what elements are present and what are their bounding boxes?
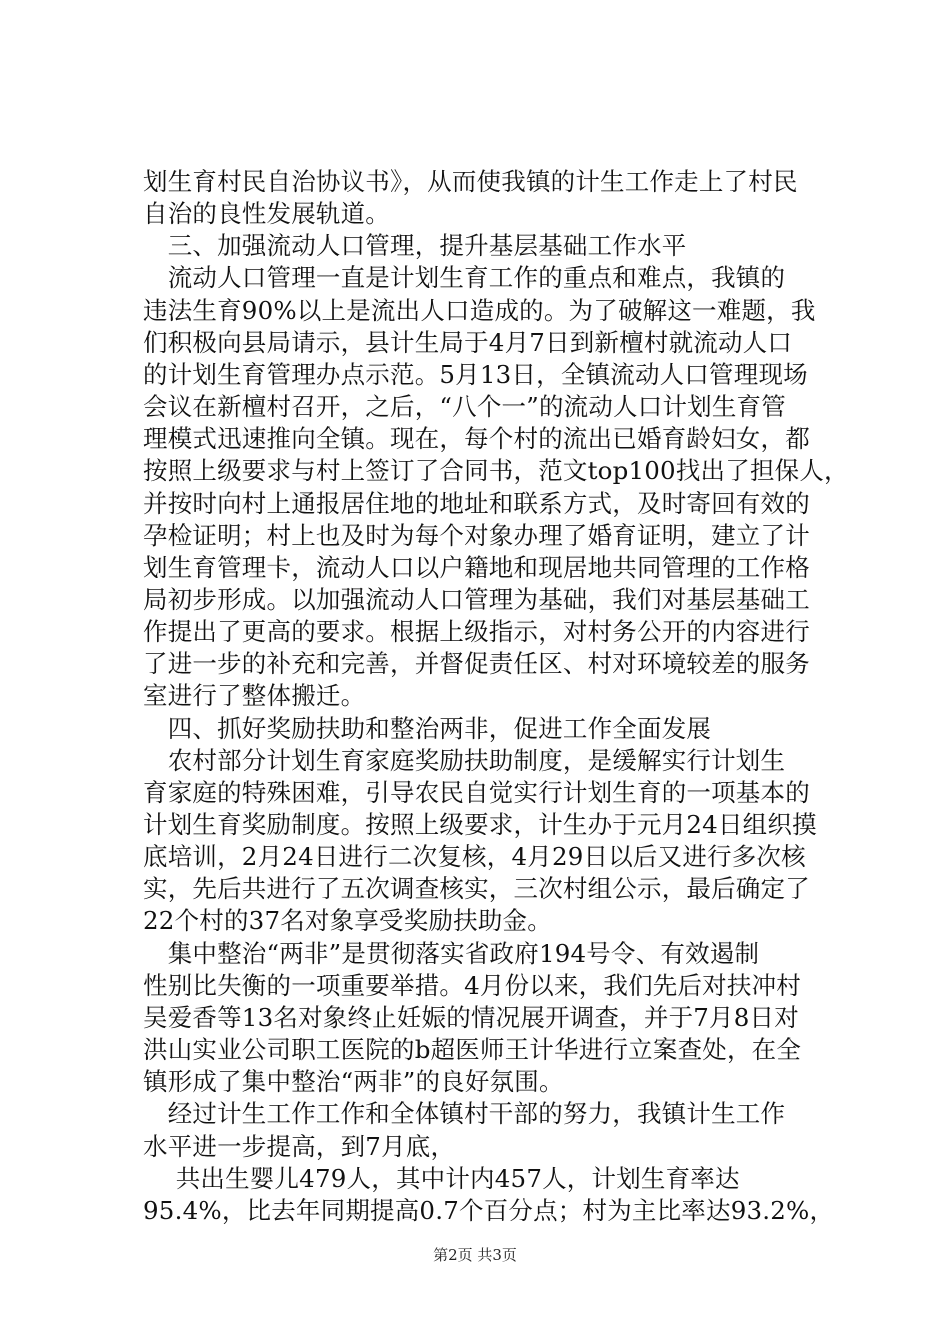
body-line: 镇形成了集中整治“两非”的良好氛围。 (143, 1067, 564, 1097)
body-line: 实，先后共进行了五次调查核实，三次村组公示，最后确定了 (143, 874, 810, 904)
body-line: 性别比失衡的一项重要举措。4月份以来，我们先后对扶冲村 (143, 970, 801, 1000)
body-line: 划生育村民自治协议书》，从而使我镇的计生工作走上了村民 (143, 167, 798, 196)
body-line: 室进行了整体搬迁。 (143, 681, 366, 711)
body-line: 95.4%，比去年同期提高0.7个百分点；村为主比率达93.2%， (143, 1195, 835, 1225)
body-line: 流动人口管理一直是计划生育工作的重点和难点，我镇的 (143, 263, 786, 293)
body-line: 底培训，2月24日进行二次复核，4月29日以后又进行多次核 (143, 842, 806, 872)
body-line: 经过计生工作工作和全体镇村干部的努力，我镇计生工作 (143, 1099, 786, 1129)
body-line: 洪山实业公司职工医院的b超医师王计华进行立案查处，在全 (143, 1035, 802, 1065)
body-line: 四、抓好奖励扶助和整治两非，促进工作全面发展 (143, 713, 712, 743)
body-line: 计划生育奖励制度。按照上级要求，计生办于元月24日组织摸 (143, 810, 817, 839)
body-line: 自治的良性发展轨道。 (143, 199, 390, 229)
body-line: 局初步形成。以加强流动人口管理为基础，我们对基层基础工 (143, 584, 810, 614)
body-line: 孕检证明；村上也及时为每个对象办理了婚育证明，建立了计 (143, 520, 810, 550)
body-line: 的计划生育管理办点示范。5月13日，全镇流动人口管理现场 (143, 359, 808, 389)
body-line: 理模式迅速推向全镇。现在，每个村的流出已婚育龄妇女，都 (143, 424, 810, 454)
body-line: 育家庭的特殊困难，引导农民自觉实行计划生育的一项基本的 (143, 777, 810, 807)
body-line: 们积极向县局请示，县计生局于4月7日到新檀村就流动人口 (143, 327, 793, 357)
body-line: 会议在新檀村召开，之后，“八个一”的流动人口计划生育管 (143, 392, 786, 422)
body-line: 农村部分计划生育家庭奖励扶助制度，是缓解实行计划生 (143, 745, 786, 775)
body-line: 了进一步的补充和完善，并督促责任区、村对环境较差的服务 (143, 649, 810, 679)
body-line: 划生育管理卡，流动人口以户籍地和现居地共同管理的工作格 (143, 552, 810, 582)
body-line: 三、加强流动人口管理，提升基层基础工作水平 (143, 231, 687, 261)
page-footer: 第2页 共3页 (433, 1246, 517, 1264)
body-line: 违法生育90%以上是流出人口造成的。为了破解这一难题，我 (143, 295, 816, 325)
body-line: 水平进一步提高，到7月底， (143, 1131, 456, 1161)
body-line: 共出生婴儿479人，其中计内457人，计划生育率达 (143, 1163, 740, 1193)
body-line: 并按时向村上通报居住地的地址和联系方式，及时寄回有效的 (143, 488, 810, 518)
body-line: 22个村的37名对象享受奖励扶助金。 (143, 906, 552, 936)
body-line: 作提出了更高的要求。根据上级指示，对村务公开的内容进行 (143, 617, 810, 647)
body-line: 集中整治“两非”是贯彻落实省政府194号令、有效遏制 (143, 938, 760, 968)
body-line: 按照上级要求与村上签订了合同书，范文top100找出了担保人， (143, 456, 849, 486)
body-line: 吴爱香等13名对象终止妊娠的情况展开调查，并于7月8日对 (143, 1002, 799, 1032)
